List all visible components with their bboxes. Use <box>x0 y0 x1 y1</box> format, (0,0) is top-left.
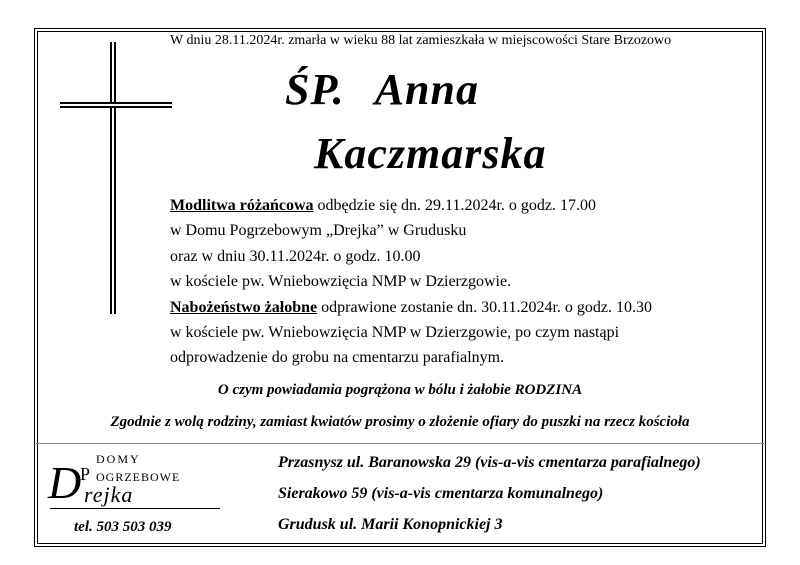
service-label: Nabożeństwo żałobne <box>170 298 318 316</box>
logo-underline <box>50 508 220 509</box>
family-announcement: O czym powiadamia pogrążona w bólu i żałobie RODZINA <box>217 382 583 398</box>
logo-drejka-text: rejka <box>84 482 134 507</box>
logo-pogrzebowe-text: OGRZEBOWE <box>96 470 181 484</box>
service-text: odprawione zostanie dn. 30.11.2024r. o godz. 10.30 <box>317 298 653 316</box>
details-line: w Domu Pogrzebowym „Drejka” w Grudusku <box>170 222 467 240</box>
logo-domy-text: DOMY <box>96 452 141 466</box>
address-line: Przasnysz ul. Baranowska 29 (vis-a-vis cmentarza parafialnego) <box>278 454 701 471</box>
rosary-label: Modlitwa różańcowa <box>170 197 314 214</box>
cross-icon-crossbar <box>60 102 172 108</box>
first-name: Anna <box>374 65 479 114</box>
name-prefix: ŚP. <box>285 65 345 114</box>
footer-divider <box>36 443 764 444</box>
address-line: Grudusk ul. Marii Konopnickiej 3 <box>278 516 503 533</box>
rosary-line <box>170 193 652 218</box>
details-line: oraz w dniu 30.11.2024r. o godz. 10.00 <box>170 247 421 265</box>
logo-pogrzebowe-initial: P <box>80 464 91 484</box>
funeral-home-logo <box>44 452 224 514</box>
phone-number: tel. 503 503 039 <box>74 519 172 535</box>
deceased-last-name: Kaczmarska <box>314 129 547 178</box>
ceremony-details <box>170 193 652 371</box>
donation-request: Zgodnie z wolą rodziny, zamiast kwiatów prosimy o złożenie ofiary do puszki na rzecz kościoła <box>110 414 690 430</box>
deceased-first-name-line <box>285 64 479 115</box>
details-line: w kościele pw. Wniebowzięcia NMP w Dzierzgowie, po czym nastąpi <box>170 323 620 341</box>
death-announcement-intro: W dniu 28.11.2024r. zmarła w wieku 88 lat zamieszkała w miejscowości Stare Brzozowo <box>170 33 672 48</box>
logo-drejka-initial: D <box>48 457 82 508</box>
details-line: w kościele pw. Wniebowzięcia NMP w Dzierzgowie. <box>170 273 512 291</box>
address-line: Sierakowo 59 (vis-a-vis cmentarza komunalnego) <box>278 485 604 502</box>
details-line: odprowadzenie do grobu na cmentarzu parafialnym. <box>170 349 505 367</box>
rosary-text: odbędzie się dn. 29.11.2024r. o godz. 17.00 <box>313 197 597 214</box>
cross-icon <box>110 42 116 314</box>
service-line <box>170 295 652 320</box>
